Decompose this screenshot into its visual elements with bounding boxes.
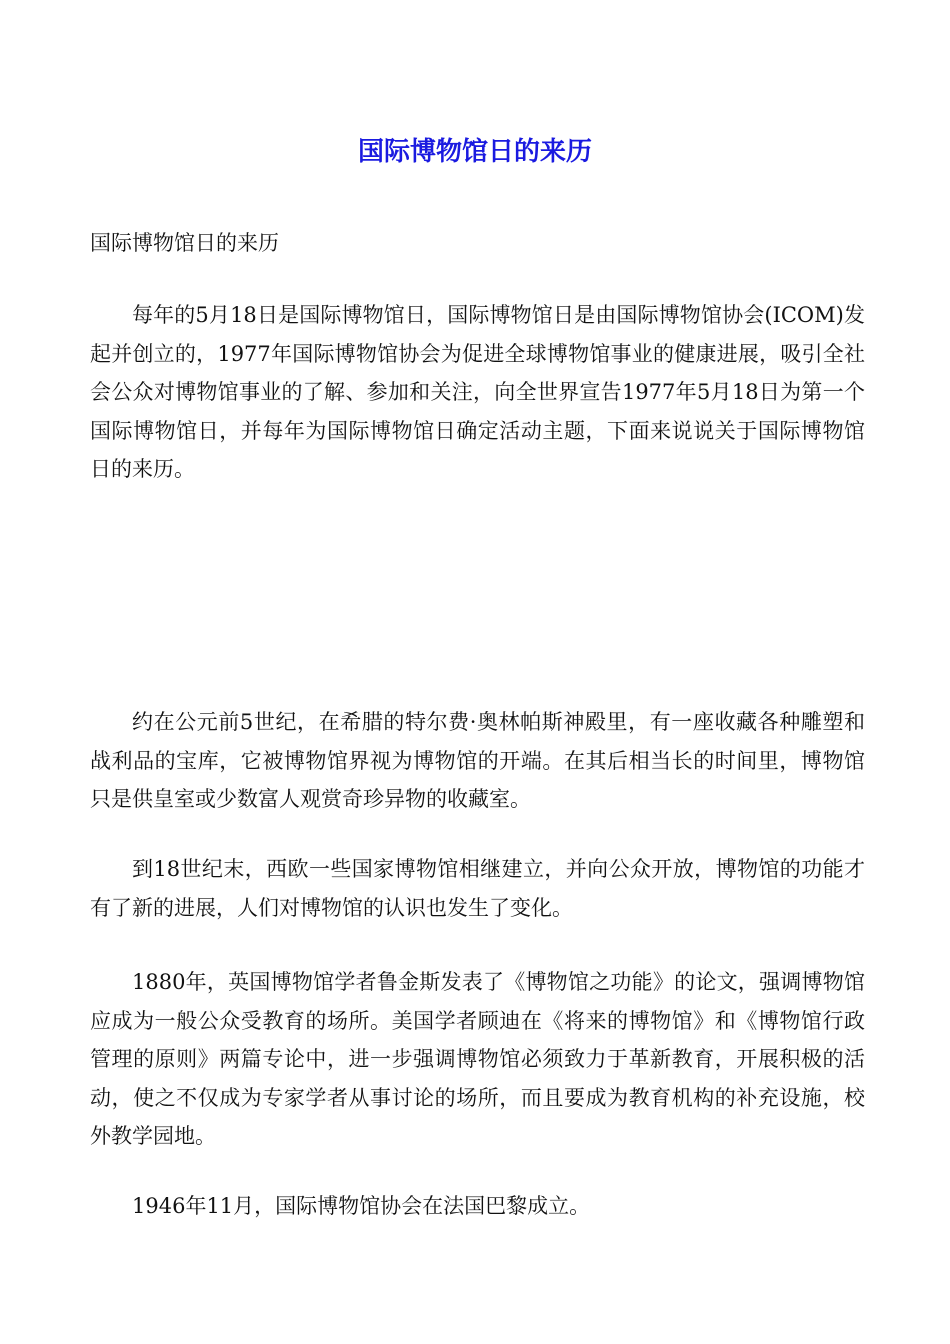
document-subtitle: 国际博物馆日的来历 — [90, 231, 279, 255]
paragraph-origin: 约在公元前5世纪，在希腊的特尔费·奥林帕斯神殿里，有一座收藏各种雕塑和战利品的宝库，它被博物馆界视为博物馆的开端。在其后相当长的时间里，博物馆只是供皇室或少数富人观赏奇珍异物的收藏室。 — [90, 710, 865, 811]
paragraph-18th-century: 到18世纪末，西欧一些国家博物馆相继建立，并向公众开放，博物馆的功能才有了新的进展，人们对博物馆的认识也发生了变化。 — [90, 857, 865, 920]
paragraph-1946: 1946年11月，国际博物馆协会在法国巴黎成立。 — [132, 1194, 591, 1218]
paragraph-1880: 1880年，英国博物馆学者鲁金斯发表了《博物馆之功能》的论文，强调博物馆应成为一般公众受教育的场所。美国学者顾迪在《将来的博物馆》和《博物馆行政管理的原则》两篇专论中，进一步强调博物馆必须致力于革新教育，开展积极的活动，使之不仅成为专家学者从事讨论的场所，而且要成为教育机构的补充设施，校外教学园地。 — [90, 970, 865, 1148]
document-title: 国际博物馆日的来历 — [357, 137, 592, 167]
paragraph-intro: 每年的5月18日是国际博物馆日，国际博物馆日是由国际博物馆协会(ICOM)发起并创立的，1977年国际博物馆协会为促进全球博物馆事业的健康进展，吸引全社会公众对博物馆事业的了解、参加和关注，向全世界宣告1977年5月18日为第一个国际博物馆日，并每年为国际博物馆日确定活动主题，下面来说说关于国际博物馆日的来历。 — [90, 303, 865, 481]
